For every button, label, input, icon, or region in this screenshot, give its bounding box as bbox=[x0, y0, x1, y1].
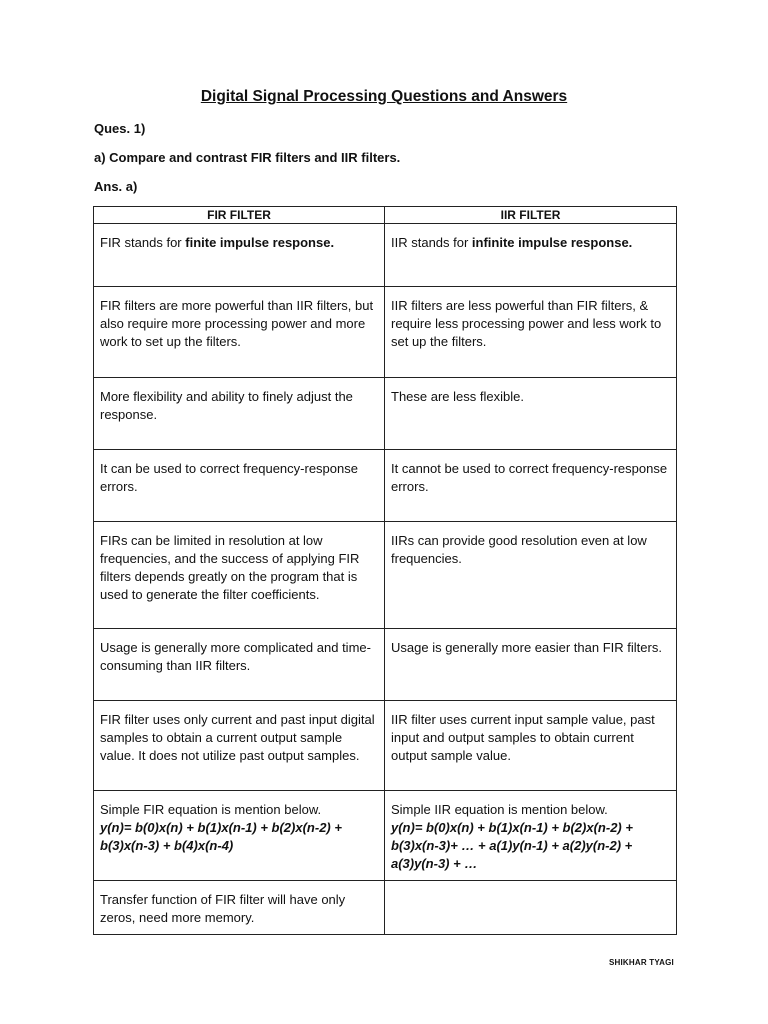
iir-cell: It cannot be used to correct frequency-response errors. bbox=[385, 450, 677, 522]
answer-label: Ans. a) bbox=[94, 179, 138, 194]
iir-equation-intro: Simple IIR equation is mention below. bbox=[391, 802, 608, 817]
iir-cell: IIR filter uses current input sample value, past input and output samples to obtain current output sample value. bbox=[385, 701, 677, 791]
fir-equation-intro: Simple FIR equation is mention below. bbox=[100, 802, 322, 817]
iir-cell: IIR filters are less powerful than FIR filters, & require less processing power and less work to set up the filters. bbox=[385, 287, 677, 378]
table-row bbox=[94, 701, 677, 791]
table-row bbox=[94, 522, 677, 629]
fir-cell: Usage is generally more complicated and time-consuming than IIR filters. bbox=[94, 629, 385, 701]
fir-cell: FIR filters are more powerful than IIR filters, but also require more processing power and more work to set up the filters. bbox=[94, 287, 385, 378]
iir-cell: These are less flexible. bbox=[385, 378, 677, 450]
iir-cell bbox=[385, 791, 677, 881]
table-row bbox=[94, 378, 677, 450]
fir-cell: More flexibility and ability to finely adjust the response. bbox=[94, 378, 385, 450]
table-row bbox=[94, 287, 677, 378]
table-row bbox=[94, 224, 677, 287]
fir-cell bbox=[94, 791, 385, 881]
fir-cell: It can be used to correct frequency-response errors. bbox=[94, 450, 385, 522]
iir-column-header: IIR FILTER bbox=[385, 207, 677, 224]
question-label: Ques. 1) bbox=[94, 121, 146, 136]
table-row bbox=[94, 450, 677, 522]
iir-cell bbox=[385, 224, 677, 287]
iir-cell-text: IIR stands for bbox=[391, 235, 472, 250]
document-title: Digital Signal Processing Questions and Answers bbox=[200, 88, 568, 105]
table-row bbox=[94, 881, 677, 935]
fir-cell-text: FIR stands for bbox=[100, 235, 186, 250]
iir-cell-emphasis: infinite impulse response. bbox=[471, 235, 633, 250]
question-text: a) Compare and contrast FIR filters and IIR filters. bbox=[94, 150, 401, 165]
iir-cell: IIRs can provide good resolution even at low frequencies. bbox=[385, 522, 677, 629]
fir-cell bbox=[94, 224, 385, 287]
fir-equation: y(n)= b(0)x(n) + b(1)x(n-1) + b(2)x(n-2) + b(3)x(n-3) + b(4)x(n-4) bbox=[100, 820, 342, 853]
fir-column-header: FIR FILTER bbox=[94, 207, 385, 224]
iir-cell bbox=[385, 881, 677, 935]
fir-cell: FIR filter uses only current and past input digital samples to obtain a current output sample value. It does not utilize past output samples. bbox=[94, 701, 385, 791]
table-header-row bbox=[94, 207, 677, 224]
iir-cell: Usage is generally more easier than FIR filters. bbox=[385, 629, 677, 701]
fir-cell: Transfer function of FIR filter will have only zeros, need more memory. bbox=[94, 881, 385, 935]
table-row bbox=[94, 791, 677, 881]
fir-cell: FIRs can be limited in resolution at low frequencies, and the success of applying FIR filters depends greatly on the program that is used to generate the filter coefficients. bbox=[94, 522, 385, 629]
fir-cell-emphasis: finite impulse response. bbox=[185, 235, 335, 250]
comparison-table bbox=[93, 206, 677, 935]
author-name: SHIKHAR TYAGI bbox=[609, 958, 674, 967]
iir-equation: y(n)= b(0)x(n) + b(1)x(n-1) + b(2)x(n-2) + b(3)x(n-3)+ … + a(1)y(n-1) + a(2)y(n-2) + a(3)y(n-3) + … bbox=[391, 820, 633, 871]
table-row bbox=[94, 629, 677, 701]
